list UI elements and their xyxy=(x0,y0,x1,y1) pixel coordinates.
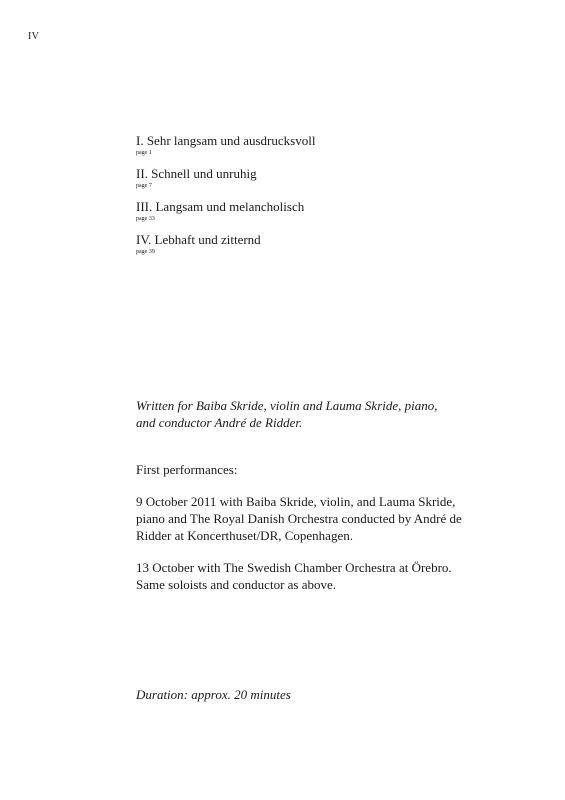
performance-entry xyxy=(136,493,516,544)
duration-note: Duration: approx. 20 minutes xyxy=(136,687,291,702)
movement-page-ref: page 1 xyxy=(136,150,152,156)
movement-title: I. Sehr langsam und ausdrucksvoll xyxy=(136,133,316,148)
movement-list xyxy=(136,133,516,256)
movement-title: III. Langsam und melancholisch xyxy=(136,199,305,214)
performance-line: 9 October 2011 with Baiba Skride, violin, and Lauma Skride, xyxy=(136,494,456,509)
movement-title: II. Schnell und unruhig xyxy=(136,166,257,181)
performance-line: 13 October with The Swedish Chamber Orchestra at Örebro. xyxy=(136,560,452,575)
performance-entry xyxy=(136,559,516,593)
performance-line: Ridder at Koncerthuset/DR, Copenhagen. xyxy=(136,528,353,543)
movement-item xyxy=(136,166,516,190)
movement-item xyxy=(136,133,516,157)
movement-item xyxy=(136,232,516,256)
performance-line: piano and The Royal Danish Orchestra conducted by André de xyxy=(136,511,462,526)
first-performances xyxy=(136,461,516,593)
dedication-line: and conductor André de Ridder. xyxy=(136,415,303,430)
dedication-line: Written for Baiba Skride, violin and Lauma Skride, piano, xyxy=(136,398,438,413)
performance-line: Same soloists and conductor as above. xyxy=(136,577,337,592)
movement-page-ref: page 39 xyxy=(136,249,155,255)
movement-title: IV. Lebhaft und zitternd xyxy=(136,232,261,247)
movement-item xyxy=(136,199,516,223)
page-number: IV xyxy=(28,31,40,42)
dedication xyxy=(136,397,516,431)
performances-heading: First performances: xyxy=(136,462,238,477)
movement-page-ref: page 33 xyxy=(136,216,155,222)
movement-page-ref: page 7 xyxy=(136,183,152,189)
